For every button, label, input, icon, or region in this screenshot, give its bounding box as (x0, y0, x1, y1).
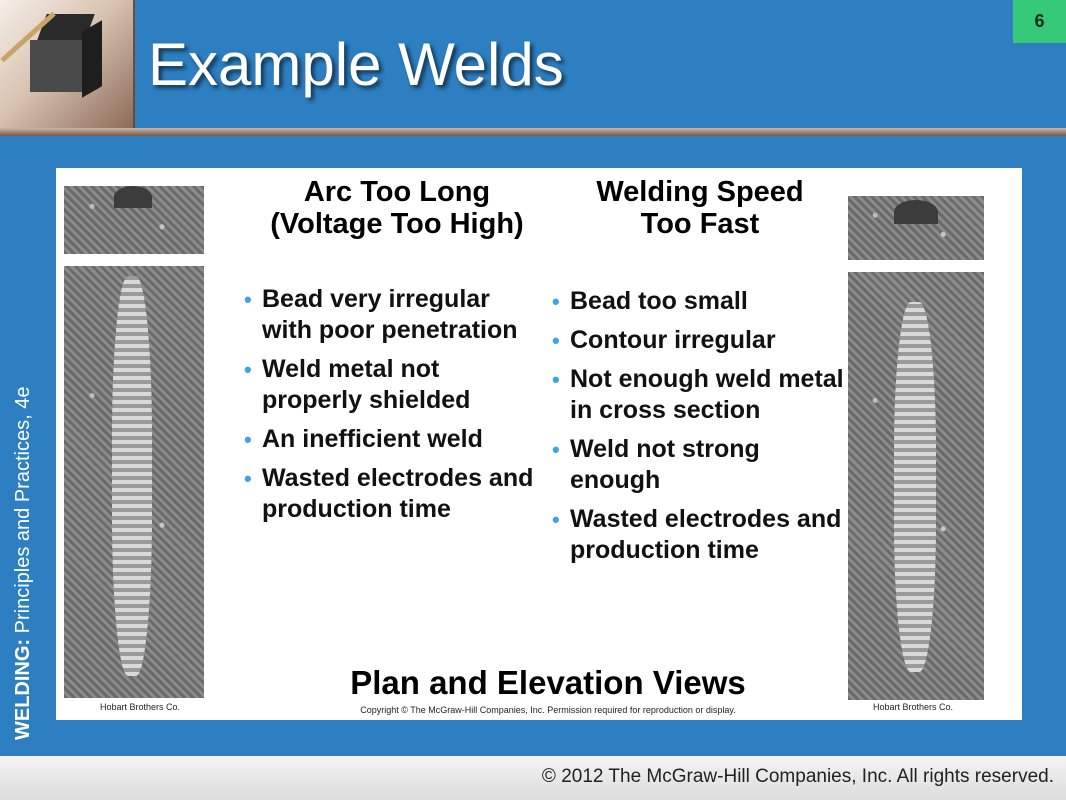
right-plan-bead (894, 302, 936, 672)
slide-footer (0, 756, 1066, 800)
book-title-bold: WELDING: (12, 638, 34, 740)
list-item: • Wasted electrodes and production time (540, 504, 844, 566)
right-bullet-list (540, 286, 844, 574)
right-title-line1: Welding Speed (596, 176, 804, 208)
left-elevation-bead (114, 186, 152, 208)
right-elevation-photo (848, 196, 984, 260)
right-photo-credit: Hobart Brothers Co. (873, 702, 954, 712)
left-title-line2: (Voltage Too High) (270, 208, 524, 240)
right-title-line2: Too Fast (640, 208, 760, 240)
left-photo-credit: Hobart Brothers Co. (100, 702, 181, 712)
logo-cube-side (82, 20, 102, 98)
list-item: • Weld metal not properly shielded (232, 354, 538, 416)
footer-copyright: © 2012 The McGraw-Hill Companies, Inc. All rights reserved. (541, 766, 1054, 787)
book-title-vertical (8, 260, 38, 740)
figure-caption: Plan and Elevation Views (350, 664, 746, 701)
left-elevation-photo (64, 186, 204, 254)
right-plan-photo (848, 272, 984, 700)
list-item: • Wasted electrodes and production time (232, 463, 538, 525)
page-number-badge: 6 (1013, 0, 1066, 43)
right-column-title (550, 176, 850, 240)
list-item: • Bead very irregular with poor penetration (232, 284, 538, 346)
content-panel (56, 168, 1022, 720)
left-column-title (232, 176, 562, 240)
list-item: • Bead too small (540, 286, 844, 317)
list-item: • Not enough weld metal in cross section (540, 364, 844, 426)
slide-title: Example Welds (148, 31, 564, 98)
welding-logo-image (0, 0, 135, 128)
list-item: • Contour irregular (540, 325, 844, 356)
book-title-rest: Principles and Practices, 4e (12, 386, 34, 639)
left-bullet-list (232, 284, 538, 533)
figure-copyright-notice: Copyright © The McGraw-Hill Companies, Inc. Permission required for reproduction or display. (360, 705, 736, 715)
left-plan-photo (64, 266, 204, 698)
left-title-line1: Arc Too Long (303, 176, 491, 208)
header-divider (0, 128, 1066, 136)
right-elevation-bead (894, 200, 938, 224)
list-item: • Weld not strong enough (540, 434, 844, 496)
left-plan-bead (112, 276, 152, 676)
list-item: • An inefficient weld (232, 424, 538, 455)
logo-cube-front (30, 40, 82, 92)
